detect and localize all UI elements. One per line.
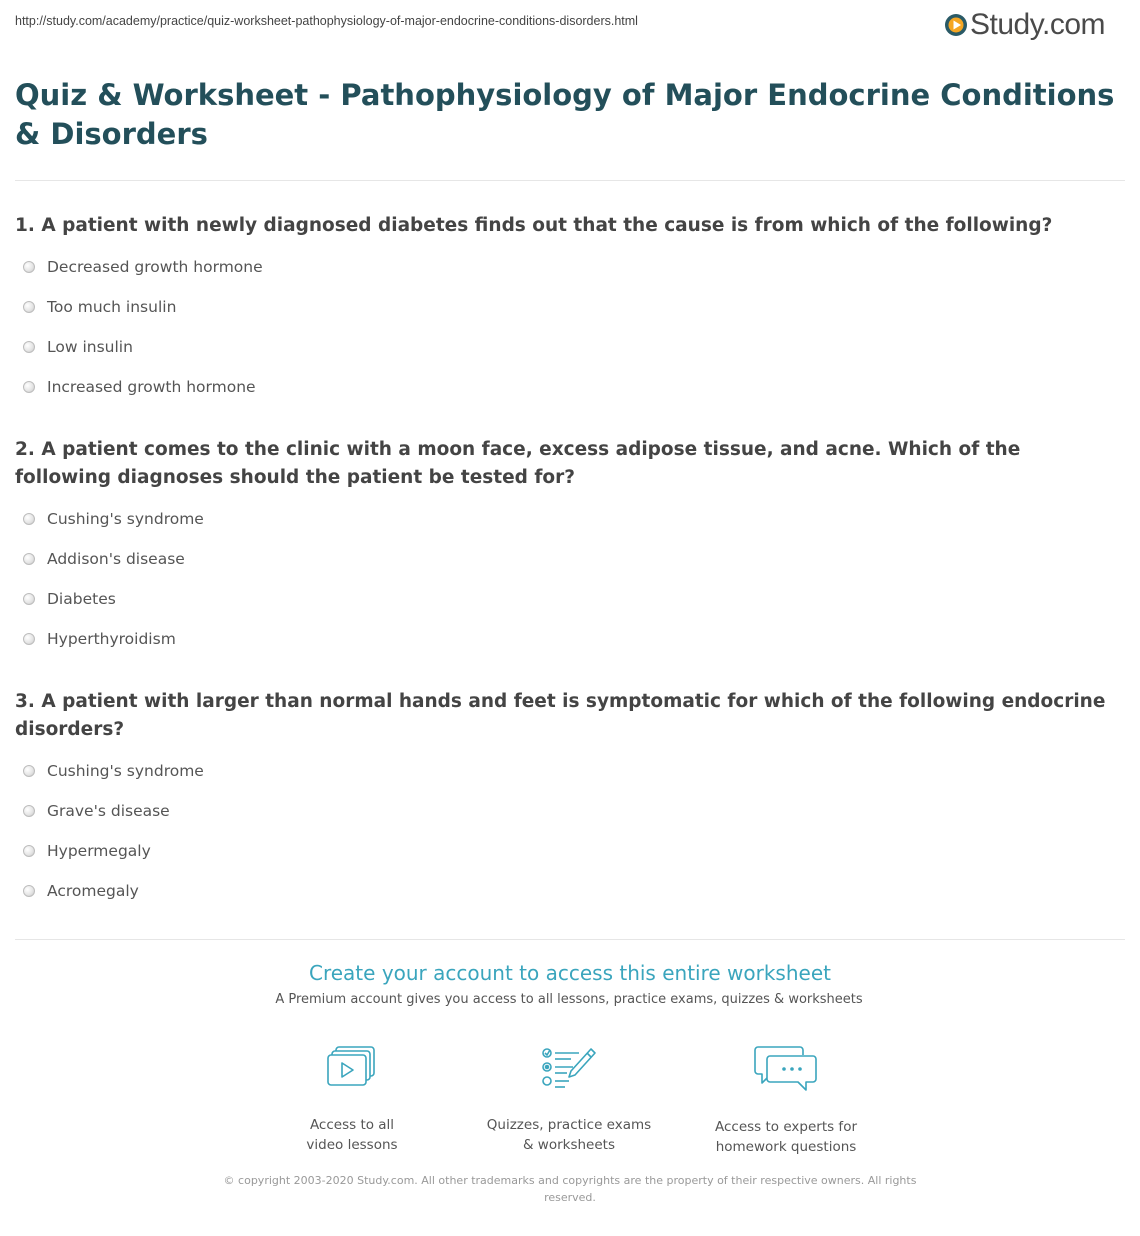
radio-button[interactable]	[23, 885, 35, 897]
option-label: Low insulin	[47, 338, 133, 356]
divider	[15, 180, 1125, 181]
radio-button[interactable]	[23, 381, 35, 393]
answer-option[interactable]	[23, 337, 133, 357]
chat-bubbles-icon	[754, 1045, 818, 1091]
option-label: Cushing's syndrome	[47, 510, 204, 528]
radio-button[interactable]	[23, 341, 35, 353]
page-title: Quiz & Worksheet - Pathophysiology of Major Endocrine Conditions & Disorders	[15, 78, 1115, 151]
option-label: Increased growth hormone	[47, 378, 256, 396]
answer-option[interactable]	[23, 881, 139, 901]
feature-label: Access to all video lessons	[306, 1117, 398, 1153]
answer-option[interactable]	[23, 257, 263, 277]
radio-button[interactable]	[23, 805, 35, 817]
answer-option[interactable]	[23, 509, 204, 529]
radio-button[interactable]	[23, 765, 35, 777]
feature-label: Access to experts for homework questions	[714, 1119, 857, 1155]
radio-button[interactable]	[23, 845, 35, 857]
feature-quizzes	[479, 1045, 659, 1155]
option-label: Hypermegaly	[47, 842, 151, 860]
answer-option[interactable]	[23, 549, 185, 569]
radio-button[interactable]	[23, 261, 35, 273]
option-label: Acromegaly	[47, 882, 139, 900]
answer-option[interactable]	[23, 841, 151, 861]
option-label: Grave's disease	[47, 802, 170, 820]
answer-option[interactable]	[23, 297, 176, 317]
page-url: http://study.com/academy/practice/quiz-worksheet-pathophysiology-of-major-endocrine-conditions-disorders.html	[15, 14, 638, 28]
quiz-checklist-icon	[541, 1045, 597, 1089]
option-label: Too much insulin	[47, 298, 177, 316]
answer-option[interactable]	[23, 761, 204, 781]
create-account-link[interactable]: Create your account to access this entire worksheet	[309, 961, 831, 985]
video-lessons-icon	[326, 1045, 378, 1089]
answer-option[interactable]	[23, 377, 256, 397]
divider	[15, 939, 1125, 940]
radio-button[interactable]	[23, 513, 35, 525]
question-3: 3. A patient with larger than normal hands and feet is symptomatic for which of the following endocrine disorders?	[15, 691, 1106, 740]
feature-video-lessons	[262, 1045, 442, 1155]
premium-description: A Premium account gives you access to all lessons, practice exams, quizzes & worksheets	[275, 992, 863, 1007]
option-label: Hyperthyroidism	[47, 630, 176, 648]
option-label: Diabetes	[47, 590, 116, 608]
play-circle-icon	[944, 13, 968, 37]
question-1: 1. A patient with newly diagnosed diabetes finds out that the cause is from which of the following?	[15, 215, 1053, 236]
radio-button[interactable]	[23, 301, 35, 313]
option-label: Decreased growth hormone	[47, 258, 263, 276]
radio-button[interactable]	[23, 593, 35, 605]
feature-label: Quizzes, practice exams & worksheets	[486, 1117, 652, 1153]
answer-option[interactable]	[23, 589, 116, 609]
option-label: Cushing's syndrome	[47, 762, 204, 780]
study-logo[interactable]	[944, 8, 1105, 42]
answer-option[interactable]	[23, 629, 176, 649]
logo-text: Study.com	[970, 8, 1105, 41]
feature-experts	[696, 1045, 876, 1157]
radio-button[interactable]	[23, 633, 35, 645]
answer-option[interactable]	[23, 801, 170, 821]
radio-button[interactable]	[23, 553, 35, 565]
question-2: 2. A patient comes to the clinic with a moon face, excess adipose tissue, and acne. Which of the following diagnoses should the patient be tested for?	[15, 439, 1021, 488]
option-label: Addison's disease	[47, 550, 185, 568]
copyright-notice: © copyright 2003-2020 Study.com. All other trademarks and copyrights are the property of their respective owners. All rights reserved.	[223, 1174, 917, 1204]
